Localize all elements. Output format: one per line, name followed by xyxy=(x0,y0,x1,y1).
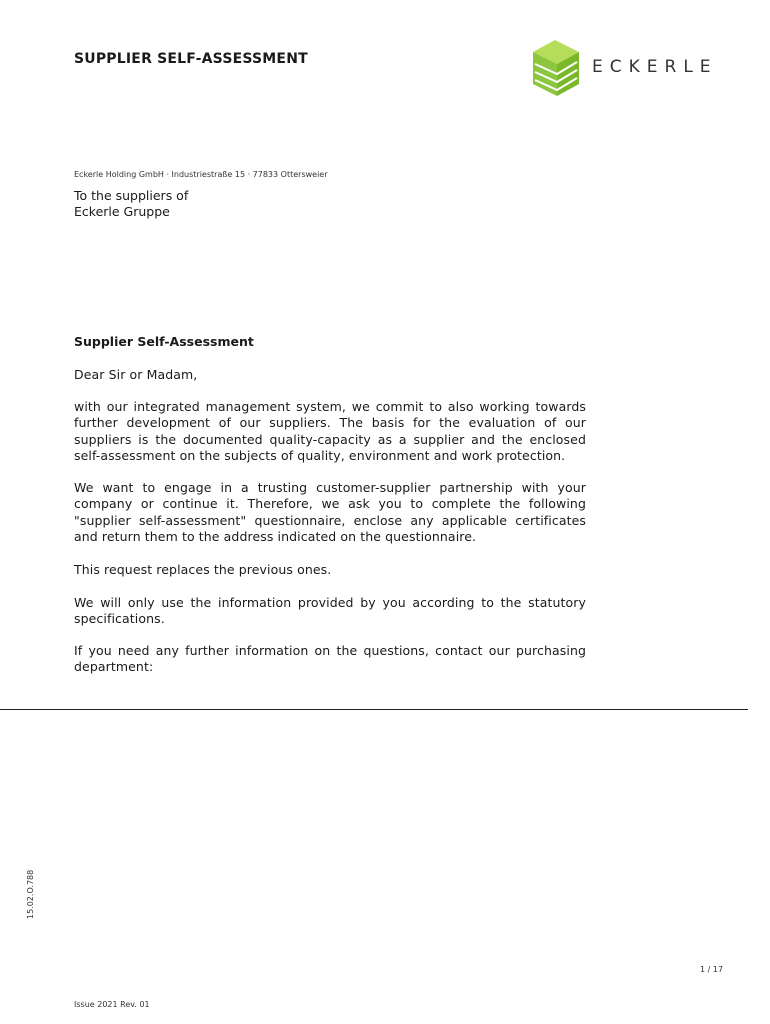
paragraph: If you need any further information on the questions, contact our purchasing department: xyxy=(74,643,586,675)
paragraph: with our integrated management system, we commit to also working towards further development of our suppliers. The basis for the evaluation of our suppliers is the documented quality-capacity as a supplier and the enclosed self-assessment on the subjects of quality, environment and work protection. xyxy=(74,399,586,463)
document-code: 15.02.O.788 xyxy=(26,869,35,919)
page-number: 1 / 17 xyxy=(700,965,724,974)
issue-revision: Issue 2021 Rev. 01 xyxy=(74,1000,150,1009)
divider-line xyxy=(0,709,748,710)
salutation: Dear Sir or Madam, xyxy=(74,367,198,382)
logo-wordmark: ECKERLE xyxy=(592,57,718,77)
sender-address: Eckerle Holding GmbH · Industriestraße 15 · 77833 Ottersweier xyxy=(74,170,328,179)
paragraph: This request replaces the previous ones. xyxy=(74,562,332,577)
recipient-line: Eckerle Gruppe xyxy=(74,204,170,219)
recipient-block xyxy=(74,188,188,220)
recipient-line: To the suppliers of xyxy=(74,188,189,203)
letter-subject: Supplier Self-Assessment xyxy=(74,334,254,349)
paragraph: We will only use the information provided by you according to the statutory specifications. xyxy=(74,595,586,627)
paragraph: We want to engage in a trusting customer-supplier partnership with your company or continue it. Therefore, we ask you to complete the following "supplier self-assessment" questionnaire, enclose any applicable certificates and return them to the address indicated on the questionnaire. xyxy=(74,480,586,544)
document-title: SUPPLIER SELF-ASSESSMENT xyxy=(74,51,308,67)
